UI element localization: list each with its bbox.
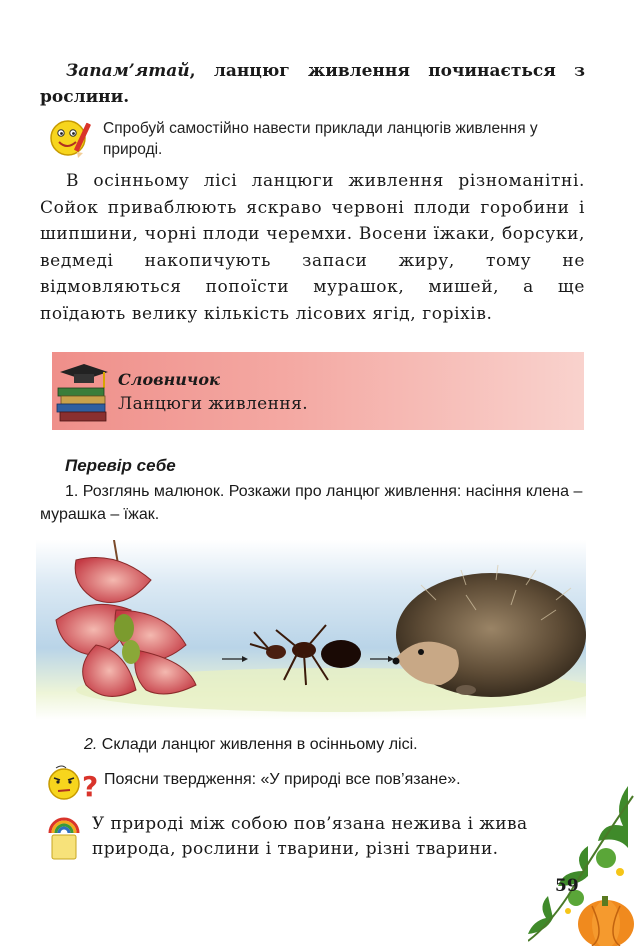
glossary-term: Ланцюги живлення. xyxy=(118,394,309,414)
question-1: 1. Розглянь малюнок. Розкажи про ланцюг живлення: насіння клена – мурашка – їжак. xyxy=(40,483,583,523)
summary-statement: У природі між собою пов’язана нежива і жива природа, рослини і тварини, різні тварини. xyxy=(92,814,528,859)
glossary-title: Словничок xyxy=(118,370,220,389)
page-number: 59 xyxy=(555,876,579,896)
pumpkin-corner-decoration xyxy=(528,786,638,946)
question-2 xyxy=(84,736,418,754)
books-cap-icon xyxy=(54,358,110,432)
autumn-forest-paragraph: В осінньому лісі ланцюги живлення різноманітні. Сойок приваблюють яскраво червоні плоди горобини і шипшини, чорні плоди черемхи. Восени їжаки, борсуки, ведмеді накопичують запаси жиру, тому не відмовляються попоїсти мурашок, мишей, а ще поїдають велику кількість лісових ягід, горіхів. xyxy=(40,171,585,324)
explain-statement: Поясни твердження: «У природі все пов’язане». xyxy=(104,771,461,788)
remember-text: , ланцюг живлення починається з рослини. xyxy=(40,61,585,107)
rainbow-sign-icon xyxy=(46,815,82,865)
thinking-face-icon xyxy=(44,762,100,806)
remember-emphasis: Запам’ятай xyxy=(66,61,190,81)
smiley-pencil-icon xyxy=(48,116,94,164)
food-chain-illustration xyxy=(36,540,586,720)
glossary-box xyxy=(52,352,584,430)
question-2-number: 2. xyxy=(84,736,98,753)
check-yourself-heading: Перевір себе xyxy=(65,456,176,475)
question-2-text: Склади ланцюг живлення в осінньому лісі. xyxy=(97,736,418,753)
task-try-examples: Спробуй самостійно навести приклади ланцюгів живлення у природі. xyxy=(103,120,538,158)
remember-statement xyxy=(40,58,585,110)
svg-text:?: ? xyxy=(82,770,99,802)
